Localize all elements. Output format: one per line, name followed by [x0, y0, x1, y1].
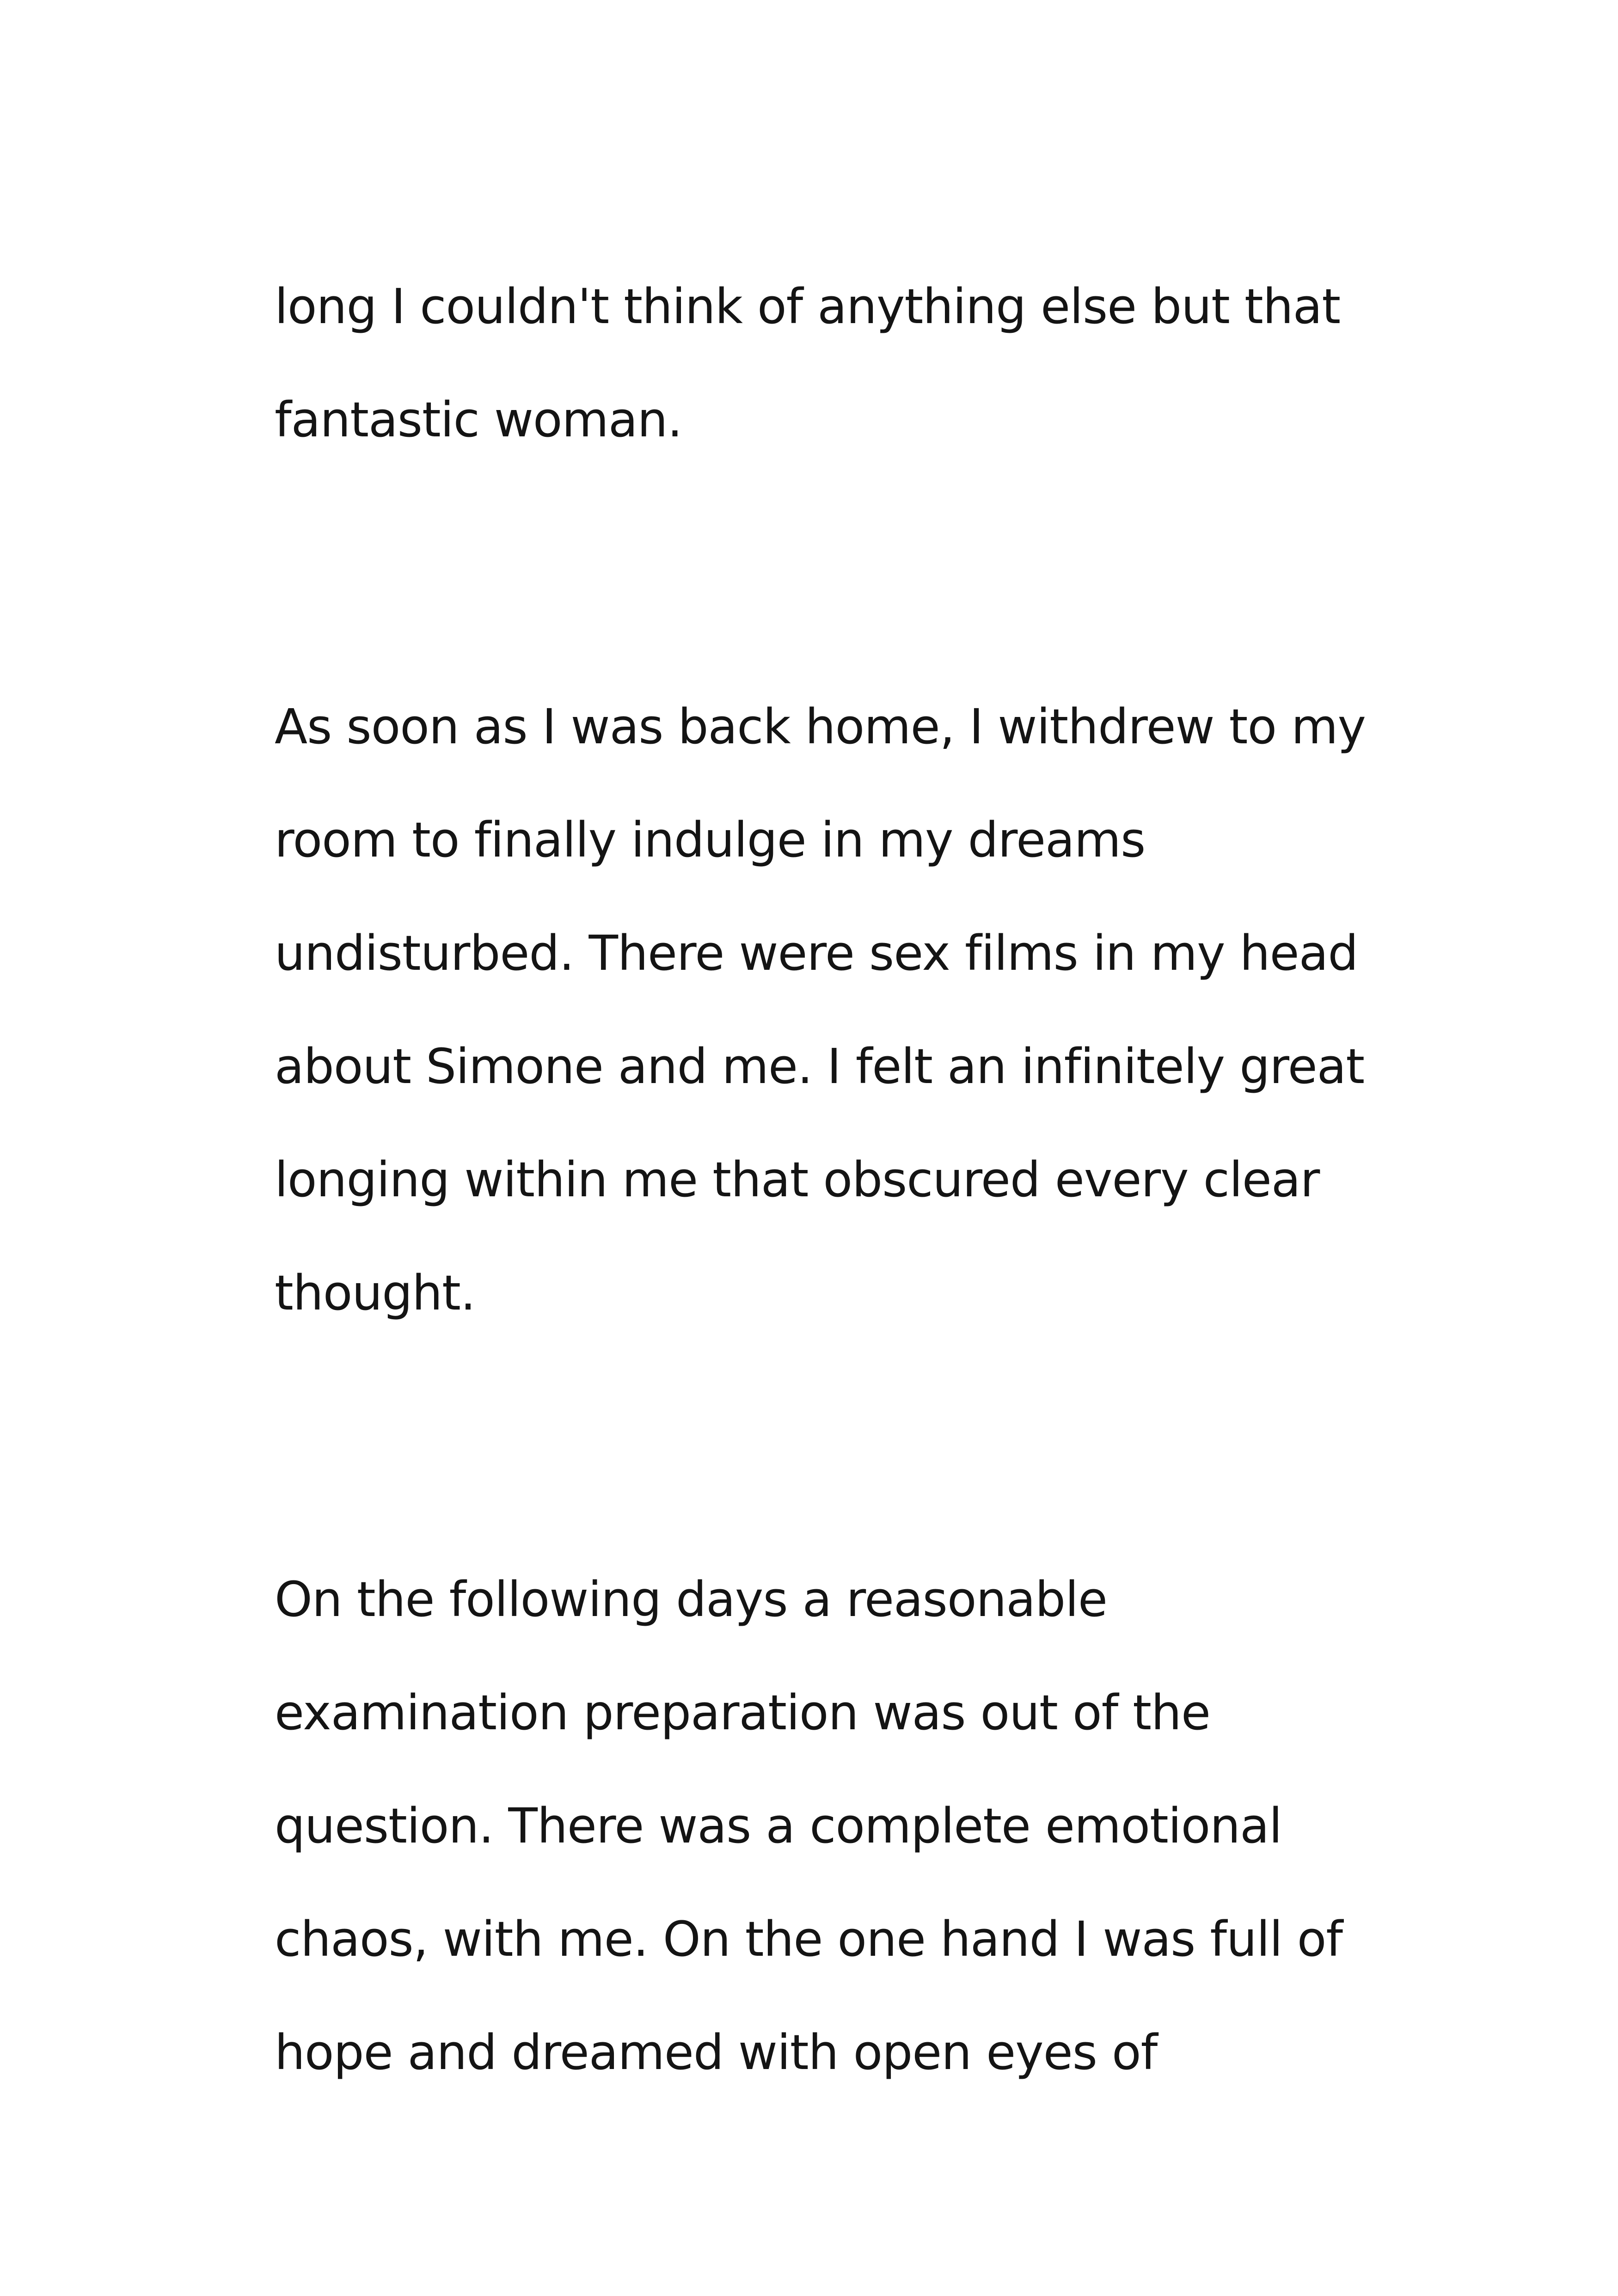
text-line: about Simone and me. I felt an infinitely great [275, 1038, 1365, 1095]
text-line: long I couldn't think of anything else but that [275, 278, 1341, 335]
text-line: longing within me that obscured every clear [275, 1151, 1320, 1208]
text-line: undisturbed. There were sex films in my head [275, 925, 1358, 981]
text-line: chaos, with me. On the one hand I was full of [275, 1911, 1343, 1967]
text-line: On the following days a reasonable [275, 1571, 1108, 1628]
text-line: room to finally indulge in my dreams [275, 812, 1146, 868]
text-line: As soon as I was back home, I withdrew to my [275, 698, 1366, 755]
text-line: fantastic woman. [275, 392, 682, 448]
text-line: hope and dreamed with open eyes of [275, 2024, 1158, 2081]
text-line: examination preparation was out of the [275, 1684, 1210, 1741]
text-line: question. There was a complete emotional [275, 1798, 1282, 1854]
text-line: thought. [275, 1265, 475, 1321]
